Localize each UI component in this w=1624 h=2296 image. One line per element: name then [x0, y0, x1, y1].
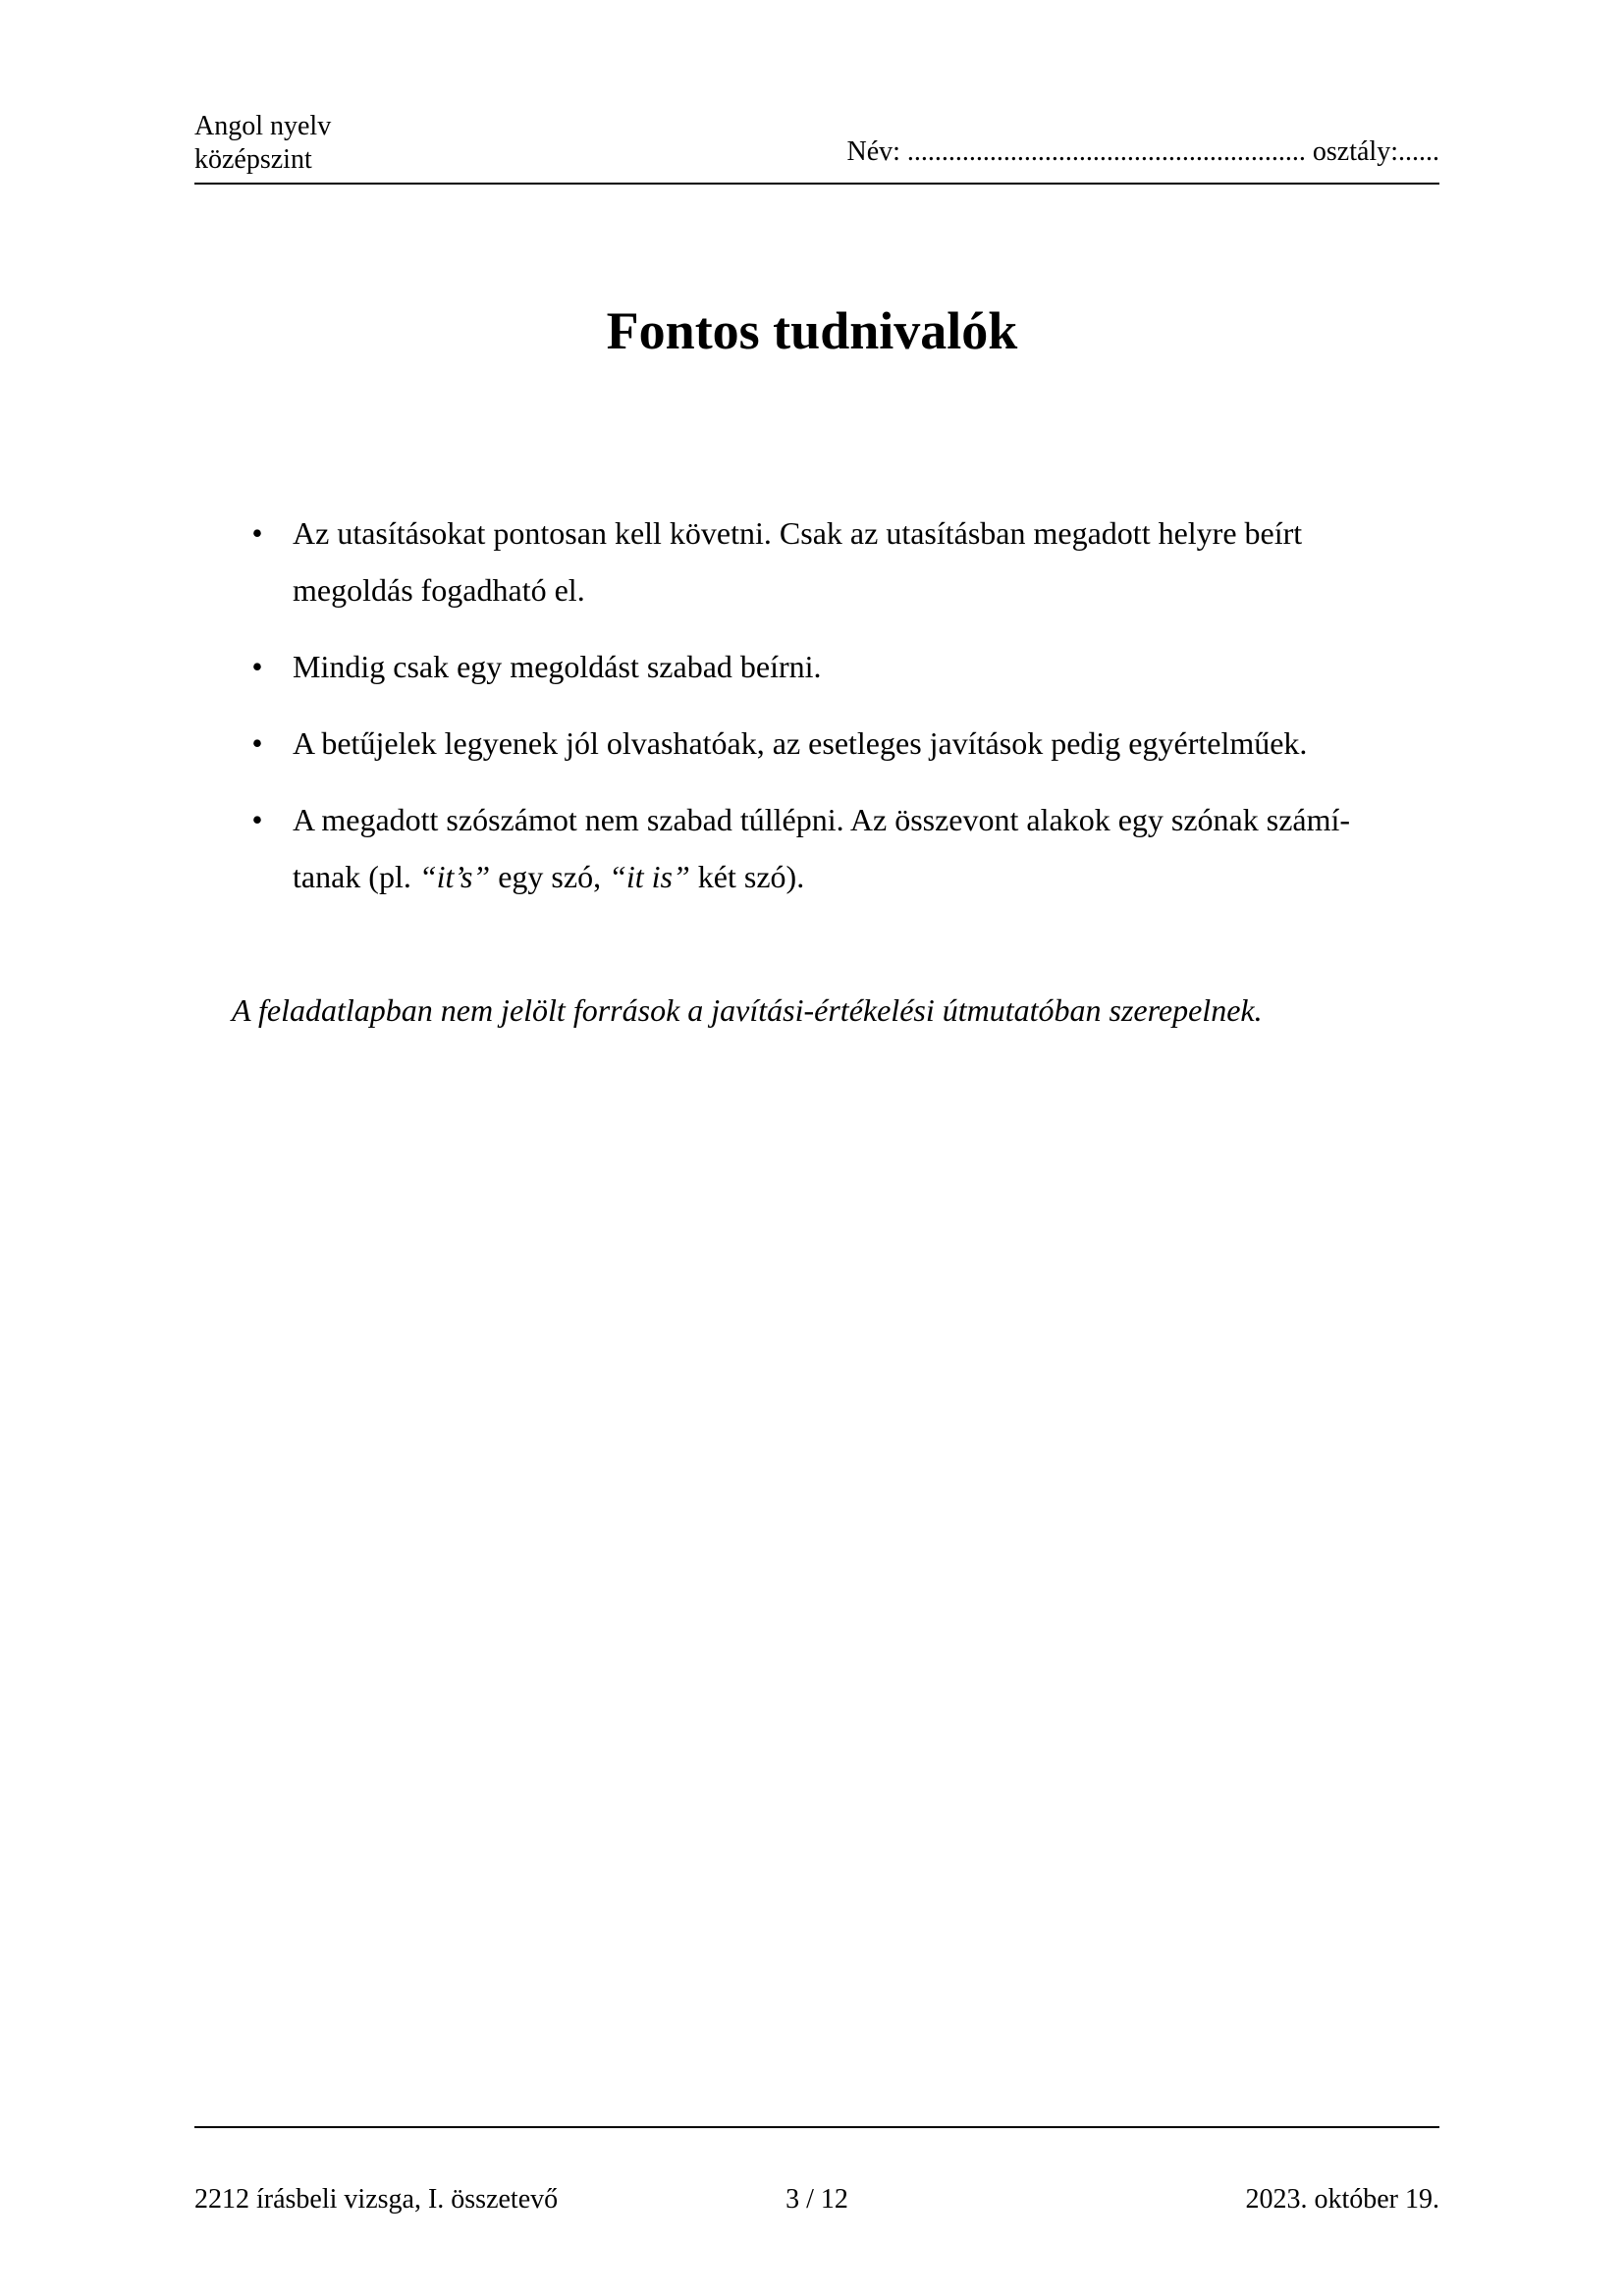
bullet-icon: • [251, 649, 263, 684]
subject-level: középszint [194, 144, 312, 175]
instruction-text: Az utasításokat pontosan kell követni. Csak az utasításban megadott helyre beírt [293, 515, 1303, 551]
instruction-text-continued: megoldás fogadható el. [293, 572, 585, 608]
example-contraction: “it’s” [418, 859, 491, 894]
instruction-text-continued: tanak (pl. [293, 859, 419, 894]
instruction-text-continued: két szó). [689, 859, 805, 894]
name-class-field: Név: .......................................................... osztály:...... [846, 136, 1439, 167]
page-title: Fontos tudnivalók [606, 301, 1018, 360]
example-full-form: “it is” [609, 859, 690, 894]
page-header [194, 110, 1439, 185]
bullet-icon: • [251, 725, 263, 761]
page-number: 3 / 12 [785, 2184, 848, 2215]
instruction-text: A megadott szószámot nem szabad túllépni. Az összevont alakok egy szónak számí- [293, 802, 1351, 837]
instructions-list [247, 505, 1426, 925]
instruction-text: Mindig csak egy megoldást szabad beírni. [293, 649, 822, 684]
list-item [247, 505, 1426, 618]
list-item [247, 638, 1426, 695]
sources-note: A feladatlapban nem jelölt források a javítási-értékelési útmutatóban szerepelnek. [232, 992, 1263, 1028]
list-item [247, 715, 1426, 772]
exam-code: 2212 írásbeli vizsga, I. összetevő [194, 2184, 559, 2215]
instruction-text-continued: egy szó, [490, 859, 610, 894]
page-footer [194, 2126, 1439, 2215]
instruction-text: A betűjelek legyenek jól olvashatóak, az esetleges javítások pedig egyértelműek. [293, 725, 1308, 761]
bullet-icon: • [251, 802, 263, 837]
subject-label [194, 110, 331, 177]
exam-date: 2023. október 19. [1245, 2184, 1439, 2215]
bullet-icon: • [251, 515, 263, 551]
list-item [247, 791, 1426, 905]
subject-language: Angol nyelv [194, 111, 332, 141]
